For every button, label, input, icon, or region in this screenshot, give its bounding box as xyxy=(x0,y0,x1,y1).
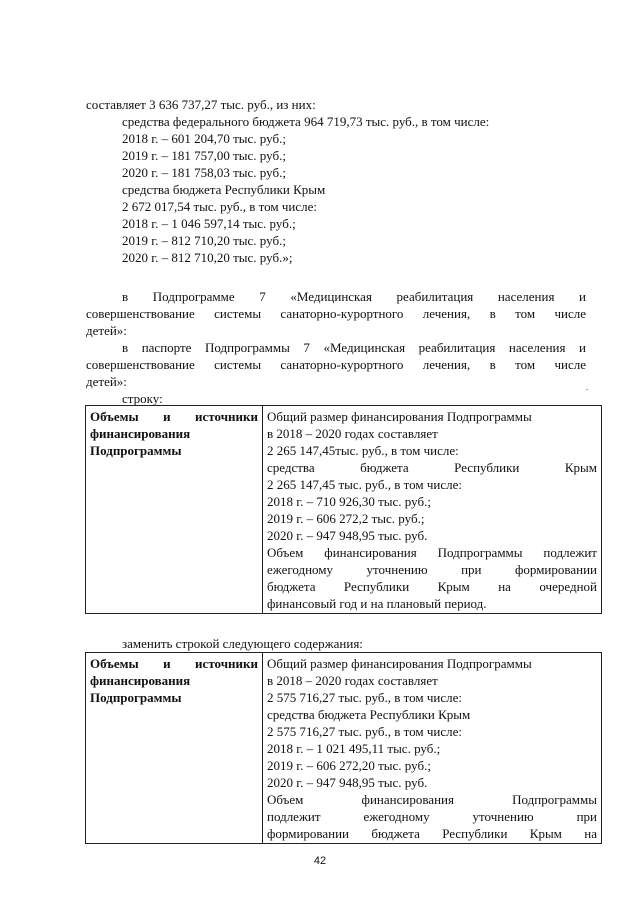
cell-line: 2 575 716,27 тыс. руб., в том числе: xyxy=(267,724,462,739)
cell-line: средства бюджета Республики Крым xyxy=(267,707,471,722)
left-cell-line: Подпрограммы xyxy=(90,443,182,458)
intro-line: средства федерального бюджета 964 719,73 тыс. руб., в том числе: xyxy=(122,114,490,129)
table-right-cell xyxy=(263,653,602,844)
intro-line: 2020 г. – 812 710,20 тыс. руб.»; xyxy=(122,250,293,265)
left-cell-line: финансирования xyxy=(90,673,191,688)
cell-line: 2 265 147,45тыс. руб., в том числе: xyxy=(267,443,459,458)
cell-line: 2 265 147,45 тыс. руб., в том числе: xyxy=(267,477,462,492)
financing-intro xyxy=(86,96,586,266)
subprogram-paragraph xyxy=(86,288,586,339)
left-cell-line: Объемы и источники xyxy=(90,409,258,424)
cell-line: Объем финансирования Подпрограммы подлежит xyxy=(267,545,597,560)
cell-line: 2019 г. – 606 272,2 тыс. руб.; xyxy=(267,511,425,526)
old-financing-table xyxy=(85,405,602,614)
intro-line: 2018 г. – 1 046 597,14 тыс. руб.; xyxy=(122,216,296,231)
left-cell-line: Объемы и источники xyxy=(90,656,258,671)
cell-line: 2 575 716,27 тыс. руб., в том числе: xyxy=(267,690,462,705)
cell-line: финансовый год и на плановый период. xyxy=(267,596,487,611)
table-row xyxy=(86,653,602,844)
left-cell-line: Подпрограммы xyxy=(90,690,182,705)
paragraph-line: совершенствование системы санаторно-курортного лечения, в том числе xyxy=(86,357,586,372)
table-left-cell xyxy=(86,406,263,614)
paragraph-line: в паспорте Подпрограммы 7 «Медицинская реабилитация населения и xyxy=(122,340,586,355)
cell-line: ежегодному уточнению при формировании xyxy=(267,562,597,577)
cell-line: в 2018 – 2020 годах составляет xyxy=(267,426,438,441)
table-row xyxy=(86,406,602,614)
cell-line: 2018 г. – 710 926,30 тыс. руб.; xyxy=(267,494,431,509)
cell-line: Общий размер финансирования Подпрограммы xyxy=(267,656,532,671)
paragraph-line: детей»: xyxy=(86,323,127,338)
intro-line: 2019 г. – 812 710,20 тыс. руб.; xyxy=(122,233,286,248)
paragraph-line: совершенствование системы санаторно-курортного лечения, в том числе xyxy=(86,306,586,321)
cell-line: средства бюджета Республики Крым xyxy=(267,460,597,475)
table-label-text: заменить строкой следующего содержания: xyxy=(122,636,363,651)
cell-line: 2020 г. – 947 948,95 тыс. руб. xyxy=(267,775,428,790)
intro-line: 2019 г. – 181 757,00 тыс. руб.; xyxy=(122,148,286,163)
new-financing-table xyxy=(85,652,602,844)
table2-label xyxy=(86,635,586,652)
margin-mark: . xyxy=(586,383,588,392)
intro-line: 2 672 017,54 тыс. руб., в том числе: xyxy=(122,199,317,214)
cell-line: 2020 г. – 947 948,95 тыс. руб. xyxy=(267,528,428,543)
cell-line: подлежит ежегодному уточнению при xyxy=(267,809,597,824)
cell-line: 2018 г. – 1 021 495,11 тыс. руб.; xyxy=(267,741,441,756)
intro-line: 2018 г. – 601 204,70 тыс. руб.; xyxy=(122,131,286,146)
paragraph-line: в Подпрограмме 7 «Медицинская реабилитация населения и xyxy=(122,289,586,304)
cell-line: формировании бюджета Республики Крым на xyxy=(267,826,597,841)
page-number: 42 xyxy=(313,855,327,867)
cell-line: 2019 г. – 606 272,20 тыс. руб.; xyxy=(267,758,431,773)
table-right-cell xyxy=(263,406,602,614)
table-label-text: строку: xyxy=(122,391,163,406)
cell-line: Объем финансирования Подпрограммы xyxy=(267,792,597,807)
intro-line: составляет 3 636 737,27 тыс. руб., из них: xyxy=(86,97,316,112)
intro-line: 2020 г. – 181 758,03 тыс. руб.; xyxy=(122,165,286,180)
cell-line: бюджета Республики Крым на очередной xyxy=(267,579,597,594)
intro-line: средства бюджета Республики Крым xyxy=(122,182,326,197)
cell-line: в 2018 – 2020 годах составляет xyxy=(267,673,438,688)
left-cell-line: финансирования xyxy=(90,426,191,441)
table-left-cell xyxy=(86,653,263,844)
paragraph-line: детей»: xyxy=(86,374,127,389)
cell-line: Общий размер финансирования Подпрограммы xyxy=(267,409,532,424)
passport-paragraph xyxy=(86,339,586,390)
